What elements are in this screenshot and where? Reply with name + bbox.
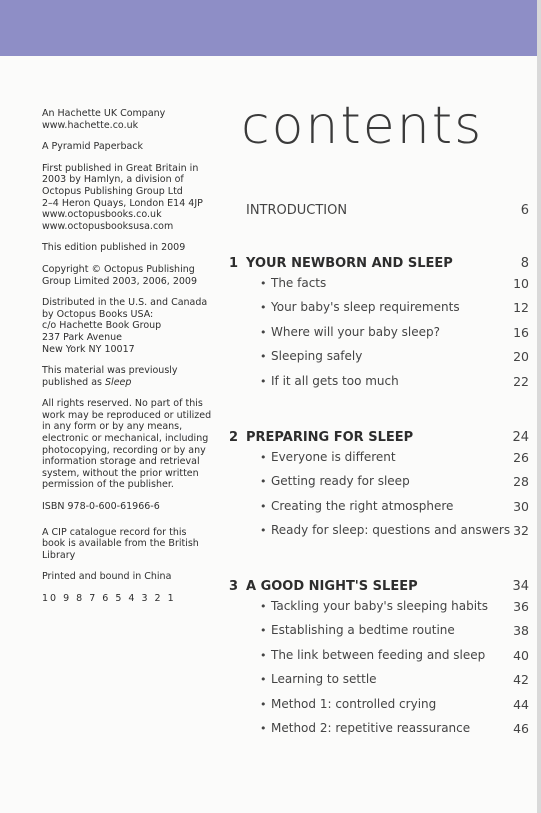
toc-item: [229, 325, 529, 349]
toc-item-page: 44: [513, 696, 529, 712]
toc-chapter-1: [229, 256, 529, 398]
chapter-number: 2: [229, 430, 239, 445]
imprint-line: [42, 377, 218, 389]
page-edge: [537, 0, 541, 813]
toc-item-text: Method 2: repetitive reassurance: [271, 720, 471, 735]
bullet-icon: •: [260, 350, 267, 364]
chapter-page: 24: [512, 430, 529, 445]
imprint-line: A Pyramid Paperback: [42, 141, 144, 153]
imprint-line: www.octopusbooks.co.uk: [42, 209, 162, 221]
toc-item: [229, 697, 529, 721]
bullet-icon: •: [260, 721, 267, 735]
imprint-cip: [42, 527, 218, 562]
imprint-previous-title: [42, 365, 218, 388]
imprint-line: This edition published in 2009: [42, 242, 186, 254]
toc-item: [229, 648, 529, 672]
toc-item-text: Learning to settle: [271, 672, 377, 687]
toc-item-text: Tackling your baby's sleeping habits: [271, 599, 489, 613]
toc-item: [229, 374, 529, 398]
imprint-line: 237 Park Avenue: [42, 331, 122, 343]
toc-item-text: If it all gets too much: [271, 373, 399, 388]
toc-item-text: Method 1: controlled crying: [271, 696, 437, 711]
toc-chapter-3: [229, 579, 529, 745]
imprint-line: New York NY 10017: [42, 343, 135, 355]
toc-item-page: 40: [513, 647, 529, 663]
toc-item: [229, 721, 529, 745]
toc-item-page: 28: [513, 474, 529, 490]
toc-item-text: Your baby's sleep requirements: [271, 300, 460, 315]
toc-item: [229, 599, 529, 623]
toc-item-page: 20: [513, 349, 529, 365]
chapter-title: A GOOD NIGHT'S SLEEP: [246, 579, 418, 594]
imprint-line: 2–4 Heron Quays, London E14 4JP: [42, 197, 203, 209]
chapter-page: 8: [520, 256, 529, 271]
imprint-line: system, without the prior written: [42, 467, 199, 479]
imprint-line: work may be reproduced or utilized: [42, 409, 212, 421]
top-color-band: [0, 0, 541, 56]
toc-item-text: The link between feeding and sleep: [271, 647, 486, 662]
imprint-line: This material was previously: [42, 365, 178, 377]
toc-item: [229, 276, 529, 300]
imprint-line: Group Limited 2003, 2006, 2009: [42, 275, 197, 287]
toc-chapter-2: [229, 430, 529, 548]
toc-item-text: The facts: [271, 276, 327, 290]
imprint-line: ISBN 978-0-600-61966-6: [42, 501, 160, 513]
imprint-line: permission of the publisher.: [42, 479, 174, 491]
imprint-line: 10 9 8 7 6 5 4 3 2 1: [42, 593, 176, 604]
toc-item-page: 30: [513, 498, 529, 514]
toc-item-page: 36: [513, 599, 529, 614]
bullet-icon: •: [260, 673, 267, 687]
toc-item: [229, 523, 529, 547]
imprint-line: First published in Great Britain in: [42, 162, 199, 174]
imprint-line: by Octopus Books USA:: [42, 308, 154, 320]
imprint-line: A CIP catalogue record for this: [42, 526, 187, 538]
toc-item-text: Everyone is different: [271, 450, 396, 464]
page-title: contents: [241, 96, 484, 156]
toc-item-text: Creating the right atmosphere: [271, 498, 454, 513]
toc-item: [229, 474, 529, 498]
imprint-rights: [42, 398, 218, 491]
chapter-title: YOUR NEWBORN AND SLEEP: [246, 256, 453, 271]
imprint-line: An Hachette UK Company: [42, 108, 166, 119]
imprint-edition: [42, 242, 218, 254]
bullet-icon: •: [260, 524, 267, 538]
imprint-printed: [42, 571, 218, 583]
toc-item-page: 22: [513, 373, 529, 389]
imprint-company: [42, 108, 218, 131]
bullet-icon: •: [260, 451, 267, 464]
imprint-line: c/o Hachette Book Group: [42, 320, 162, 332]
chapter-heading: [229, 430, 529, 450]
chapter-heading: [229, 579, 529, 599]
toc-item-text: Where will your baby sleep?: [271, 324, 440, 339]
toc-item: [229, 349, 529, 373]
toc-item-page: 26: [513, 450, 529, 465]
imprint-line: information storage and retrieval: [42, 456, 200, 468]
toc-item-page: 10: [513, 276, 529, 291]
imprint-first-published: [42, 163, 218, 233]
imprint-line: Distributed in the U.S. and Canada: [42, 297, 208, 309]
chapter-number: 1: [229, 256, 239, 271]
toc-item-page: 32: [513, 523, 529, 539]
toc-item-page: 46: [513, 720, 529, 736]
toc-item: [229, 450, 529, 474]
bullet-icon: •: [260, 374, 267, 388]
toc-item-page: 38: [513, 623, 529, 639]
imprint-line: Octopus Publishing Group Ltd: [42, 185, 183, 197]
imprint-line: Copyright © Octopus Publishing: [42, 263, 195, 275]
bullet-icon: •: [260, 277, 267, 290]
imprint-line: book is available from the British: [42, 538, 199, 550]
bullet-icon: •: [260, 325, 267, 339]
imprint-line: Printed and bound in China: [42, 571, 172, 583]
imprint-copyright: [42, 264, 218, 287]
imprint-line: 2003 by Hamlyn, a division of: [42, 174, 184, 186]
imprint-line: electronic or mechanical, including: [42, 433, 209, 445]
toc-introduction: [246, 203, 529, 218]
toc-item: [229, 499, 529, 523]
imprint-line: www.hachette.co.uk: [42, 119, 139, 131]
imprint-line: published as: [42, 376, 106, 388]
bullet-icon: •: [260, 499, 267, 513]
chapter-page: 34: [512, 579, 529, 594]
imprint-print-line: [42, 593, 218, 605]
toc-item-page: 12: [513, 300, 529, 316]
toc-introduction-page: 6: [520, 203, 529, 218]
chapter-heading: [229, 256, 529, 276]
chapter-title: PREPARING FOR SLEEP: [246, 430, 414, 445]
toc-item-text: Establishing a bedtime routine: [271, 623, 455, 638]
bullet-icon: •: [260, 301, 267, 315]
toc-introduction-label: INTRODUCTION: [246, 203, 348, 218]
imprint-line: Sleep: [105, 376, 132, 388]
chapter-number: 3: [229, 579, 239, 594]
imprint-line: All rights reserved. No part of this: [42, 398, 203, 410]
toc-item-page: 42: [513, 672, 529, 688]
toc-item: [229, 623, 529, 647]
imprint-line: photocopying, recording or by any: [42, 444, 206, 456]
toc-item-page: 16: [513, 324, 529, 340]
imprint-line: Library: [42, 549, 76, 561]
bullet-icon: •: [260, 697, 267, 711]
toc-item-text: Sleeping safely: [271, 349, 363, 364]
toc-item-text: Getting ready for sleep: [271, 474, 410, 489]
imprint-isbn: [42, 501, 218, 513]
bullet-icon: •: [260, 624, 267, 638]
toc-item: [229, 300, 529, 324]
imprint-format: [42, 141, 218, 153]
imprint-line: in any form or by any means,: [42, 421, 183, 433]
bullet-icon: •: [260, 600, 267, 613]
bullet-icon: •: [260, 475, 267, 489]
toc-item-text: Ready for sleep: questions and answers: [271, 523, 511, 538]
bullet-icon: •: [260, 648, 267, 662]
imprint-block: [42, 108, 218, 615]
imprint-distribution: [42, 297, 218, 355]
imprint-line: www.octopusbooksusa.com: [42, 220, 174, 232]
toc-item: [229, 672, 529, 696]
